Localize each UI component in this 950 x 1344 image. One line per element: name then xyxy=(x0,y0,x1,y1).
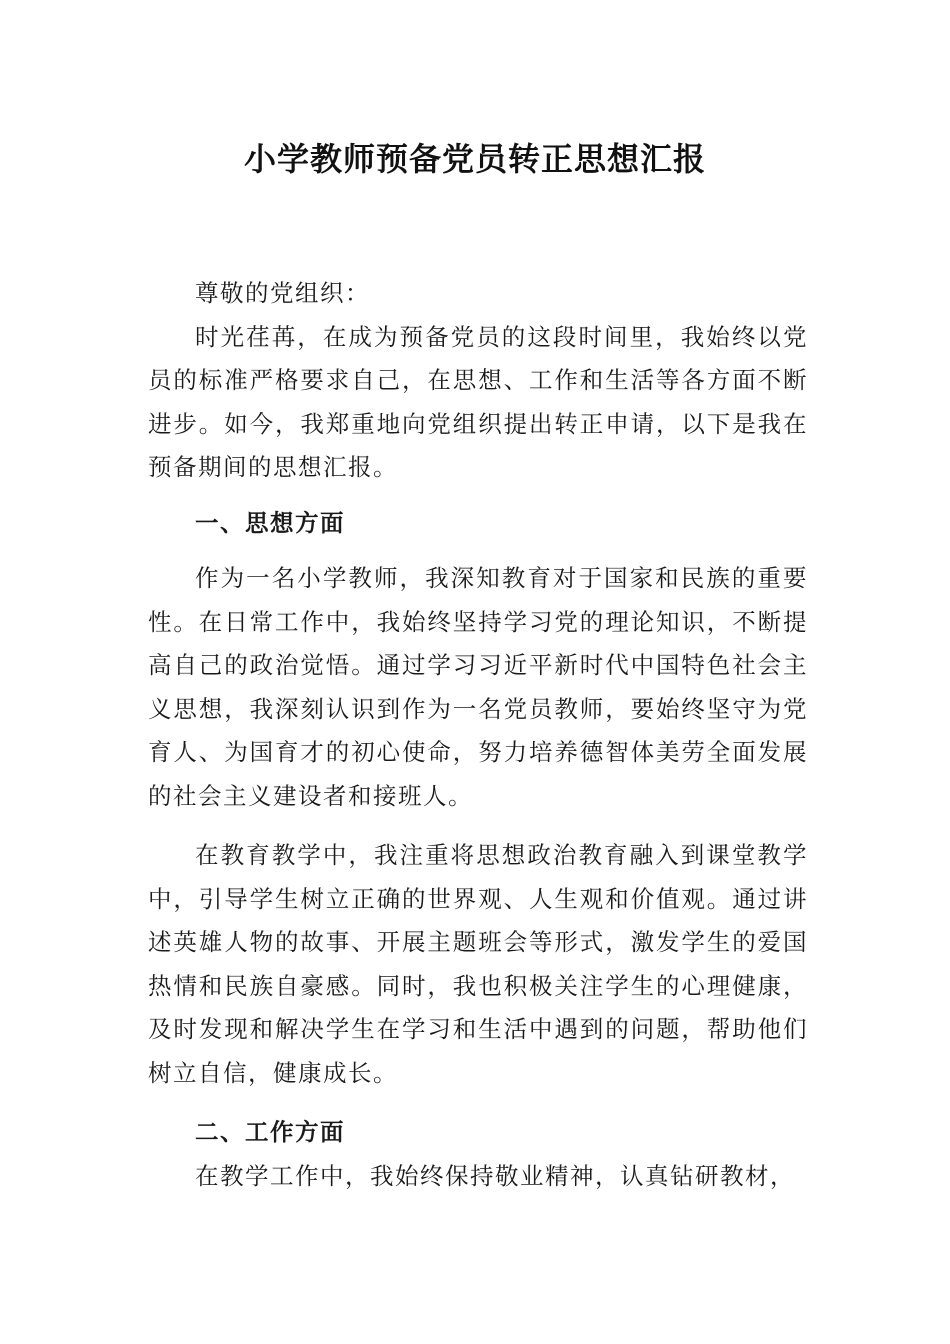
spacer xyxy=(148,545,808,557)
section-thought-paragraph-1: 作为一名小学教师，我深知教育对于国家和民族的重要性。在日常工作中，我始终坚持学习党的理论知识，不断提高自己的政治觉悟。通过学习习近平新时代中国特色社会主义思想，我深刻认识到作为一名党员教师，要始终坚守为党育人、为国育才的初心使命，努力培养德智体美劳全面发展的社会主义建设者和接班人。 xyxy=(148,564,808,810)
section-work-paragraph-1: 在教学工作中，我始终保持敬业精神，认真钻研教材， xyxy=(195,1161,795,1190)
salutation: 尊敬的党组织： xyxy=(195,279,370,307)
spacer xyxy=(148,490,808,502)
section-heading-thought: 一、思想方面 xyxy=(195,508,345,537)
section-heading-work: 二、工作方面 xyxy=(195,1118,345,1146)
document-title: 小学教师预备党员转正思想汇报 xyxy=(243,140,706,178)
spacer xyxy=(148,818,808,834)
section-thought-paragraph-2: 在教育教学中，我注重将思想政治教育融入到课堂教学中，引导学生树立正确的世界观、人生观和价值观。通过讲述英雄人物的故事、开展主题班会等形式，激发学生的爱国热情和民族自豪感。同时，我也积极关注学生的心理健康，及时发现和解决学生在学习和生活中遇到的问题，帮助他们树立自信，健康成长。 xyxy=(148,841,808,1087)
document-body xyxy=(148,272,808,1198)
intro-paragraph: 时光荏苒，在成为预备党员的这段时间里，我始终以党员的标准严格要求自己，在思想、工作和生活等各方面不断进步。如今，我郑重地向党组织提出转正申请，以下是我在预备期间的思想汇报。 xyxy=(148,322,808,481)
spacer xyxy=(148,1095,808,1111)
